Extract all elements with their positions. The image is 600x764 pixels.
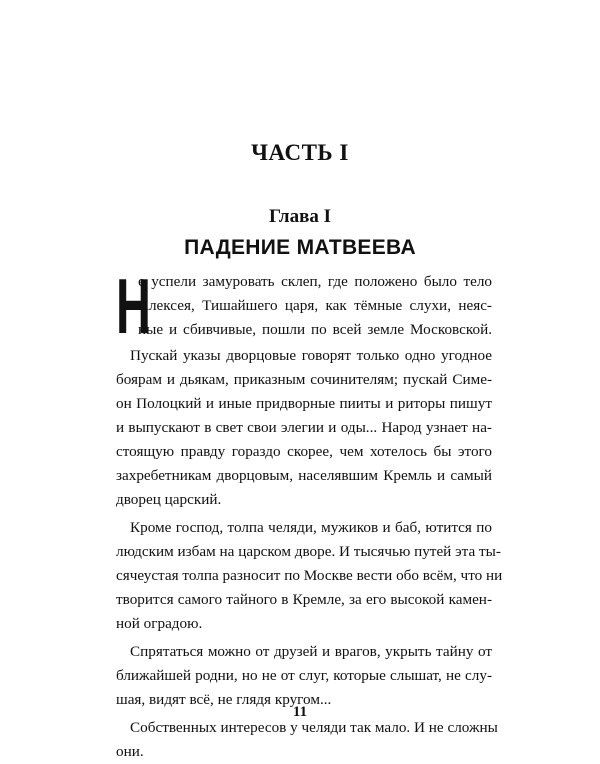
- text-line: боярам и дьякам, приказным сочинителям; пускай Симе-: [116, 371, 492, 388]
- text-line: и выпускают в свет свои элегии и оды... Народ узнает на-: [116, 419, 492, 436]
- page-number: 11: [292, 704, 308, 720]
- text-line: ной оградою.: [116, 615, 203, 632]
- text-line: ные и сбивчивые, пошли по всей земле Московской.: [138, 321, 492, 338]
- chapter-title: ПАДЕНИЕ МАТВЕЕВА: [184, 236, 416, 259]
- text-line: стоящую правду гораздо скорее, чем хотелось бы этого: [116, 443, 492, 460]
- part-title: ЧАСТЬ I: [251, 140, 349, 165]
- text-line: Пускай указы дворцовые говорят только одно угодное: [130, 347, 492, 364]
- text-line: Собственных интересов у челяди так мало. И не сложны: [130, 719, 498, 736]
- paragraph-2: [116, 344, 492, 512]
- text-line: он Полоцкий и иные придворные пииты и риторы пишут: [116, 395, 492, 412]
- paragraph-3: [116, 516, 503, 636]
- text-line: творится самого тайного в Кремле, за его высокой камен-: [116, 591, 492, 608]
- text-line: дворец царский.: [116, 491, 222, 508]
- drop-cap: Н: [116, 262, 151, 350]
- chapter-number: Глава I: [268, 206, 331, 227]
- text-line: ближайшей родни, но не от слуг, которые слышат, не слу-: [116, 667, 492, 684]
- text-line: людским избам на царском дворе. И тысячью путей эта ты-: [116, 543, 501, 560]
- paragraph-4: [116, 640, 492, 712]
- first-paragraph-lines: [138, 270, 492, 342]
- text-line: захребетникам дворцовым, населявшим Кремль и самый: [116, 467, 492, 484]
- paragraph-5: [116, 716, 498, 764]
- text-line: Кроме господ, толпа челяди, мужиков и баб, ютится по: [130, 519, 492, 536]
- text-line: они.: [116, 743, 144, 760]
- text-line: е успели замуровать склеп, где положено было тело: [138, 273, 492, 290]
- text-line: Спрятаться можно от друзей и врагов, укрыть тайну от: [130, 643, 492, 660]
- text-line: сячеустая толпа разносит по Москве вести обо всём, что ни: [116, 567, 503, 584]
- text-line: шая, видят всё, не глядя кругом...: [116, 691, 332, 708]
- text-line: Алексея, Тишайшего царя, как тёмные слухи, неяс-: [138, 297, 492, 314]
